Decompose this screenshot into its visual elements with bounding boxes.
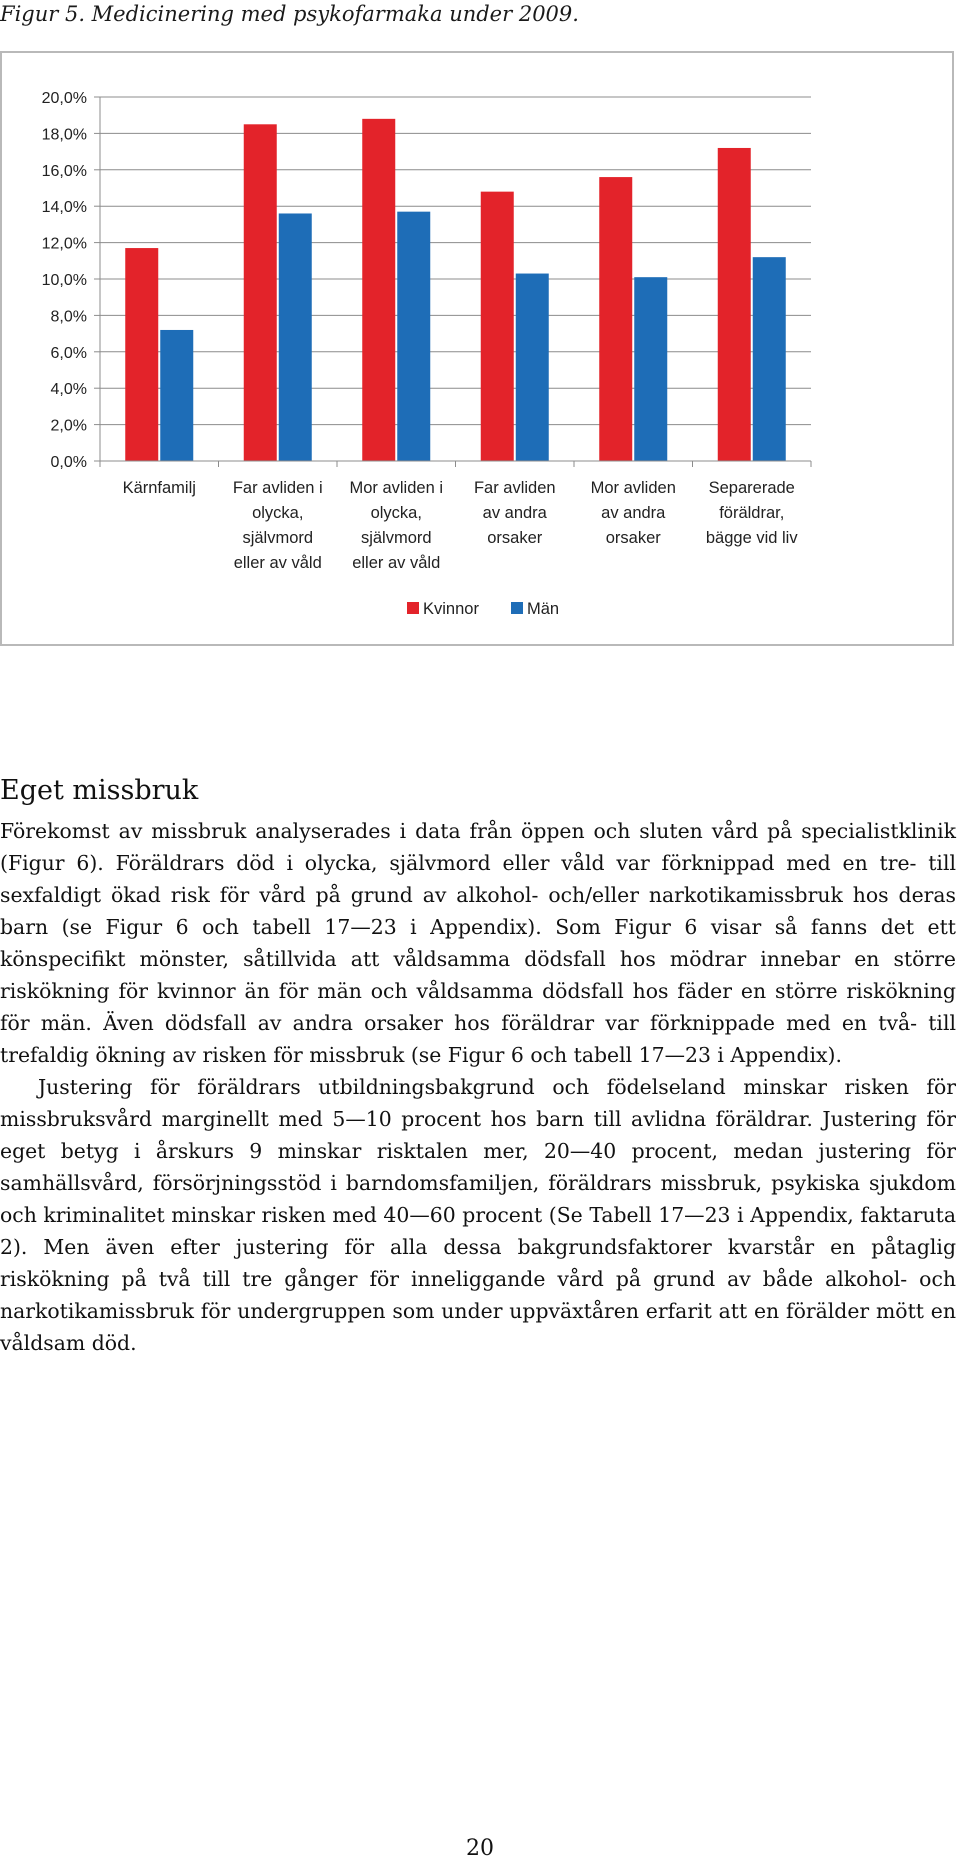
y-tick-label: 8,0% <box>50 308 87 326</box>
y-tick-label: 0,0% <box>50 454 87 471</box>
bar-man <box>279 213 312 461</box>
y-tick-label: 18,0% <box>41 126 87 144</box>
y-tick-label: 12,0% <box>41 235 87 253</box>
x-tick-label: orsaker <box>605 529 661 547</box>
y-tick-label: 10,0% <box>41 272 87 289</box>
paragraph-2: Justering för föräldrars utbildningsbakgrund och födelseland minskar risken för missbruksvård marginellt med 5—10 procent hos barn till avlidna föräldrar. Justering för eget betyg i årskurs 9 minskar risktalen mer, 20—40 procent, medan justering för samhällsvård, försörjningsstöd i barndomsfamiljen, föräldrars missbruk, psykiska sjukdom och kriminalitet minskar risken med 40—60 procent (Se Tabell 17—23 i Appendix, faktaruta 2). Men även efter justering för alla dessa bakgrundsfaktorer kvarstår en påtaglig riskökning på två till tre gånger för inneliggande vård på grund av både alkohol- och narkotikamissbruk för undergruppen som under uppväxtåren erfarit att en förälder mött en våldsam död. <box>0 1075 956 1355</box>
bar-chart <box>2 53 952 644</box>
y-tick-label: 16,0% <box>41 162 87 180</box>
x-tick-label: olycka, <box>252 504 304 522</box>
x-tick-label: självmord <box>360 529 432 547</box>
bar-kvinnor <box>244 124 277 461</box>
bar-kvinnor <box>599 177 632 461</box>
bar-kvinnor <box>718 148 751 461</box>
legend-label: Kvinnor <box>423 600 479 618</box>
x-tick-label: Mor avliden i <box>349 479 444 497</box>
bar-man <box>753 257 786 461</box>
x-tick-label: föräldrar, <box>719 504 785 522</box>
x-tick-label: olycka, <box>370 504 422 522</box>
legend-swatch-kvinnor <box>407 602 419 614</box>
y-tick-label: 20,0% <box>41 90 87 107</box>
y-tick-label: 14,0% <box>41 199 87 217</box>
bar-man <box>634 277 667 461</box>
x-tick-label: Mor avliden <box>590 479 676 497</box>
bar-man <box>160 330 193 461</box>
bar-kvinnor <box>125 248 158 461</box>
bar-kvinnor <box>481 192 514 461</box>
x-tick-label: Separerade <box>708 479 795 497</box>
x-tick-label: självmord <box>242 529 314 547</box>
x-tick-label: Far avliden <box>473 479 556 497</box>
body-text <box>0 815 956 1359</box>
bar-man <box>397 212 430 461</box>
y-tick-label: 4,0% <box>50 381 87 399</box>
y-tick-label: 6,0% <box>50 344 87 362</box>
x-tick-label: eller av våld <box>352 554 441 572</box>
bar-man <box>516 274 549 461</box>
y-tick-label: 2,0% <box>50 417 87 435</box>
bar-kvinnor <box>362 119 395 461</box>
x-tick-label: Kärnfamilj <box>122 479 196 497</box>
x-tick-label: av andra <box>601 504 666 522</box>
page-number: 20 <box>466 1836 494 1861</box>
legend-label: Män <box>527 600 560 618</box>
section-heading: Eget missbruk <box>0 775 199 806</box>
x-tick-label: Far avliden i <box>232 479 323 497</box>
x-tick-label: eller av våld <box>233 554 322 572</box>
legend-swatch-man <box>511 602 523 614</box>
figure-caption: Figur 5. Medicinering med psykofarmaka under 2009. <box>0 2 579 26</box>
x-tick-label: av andra <box>482 504 547 522</box>
chart-frame <box>0 51 954 646</box>
x-tick-label: bägge vid liv <box>705 529 798 547</box>
paragraph-1: Förekomst av missbruk analyserades i data från öppen och sluten vård på specialistklinik (Figur 6). Föräldrars död i olycka, självmord eller våld var förknippad med en tre- till sexfaldigt ökad risk för vård på grund av alkohol- och/eller narkotikamissbruk hos deras barn (se Figur 6 och tabell 17—23 i Appendix). Som Figur 6 visar så fanns det ett könspecifikt mönster, såtillvida att våldsamma dödsfall hos mödrar innebar en större riskökning för kvinnor än för män och våldsamma dödsfall hos fäder en större riskökning för män. Även dödsfall av andra orsaker hos föräldrar var förknippade med en två- till trefaldig ökning av risken för missbruk (se Figur 6 och tabell 17—23 i Appendix). <box>0 819 956 1067</box>
x-tick-label: orsaker <box>487 529 543 547</box>
